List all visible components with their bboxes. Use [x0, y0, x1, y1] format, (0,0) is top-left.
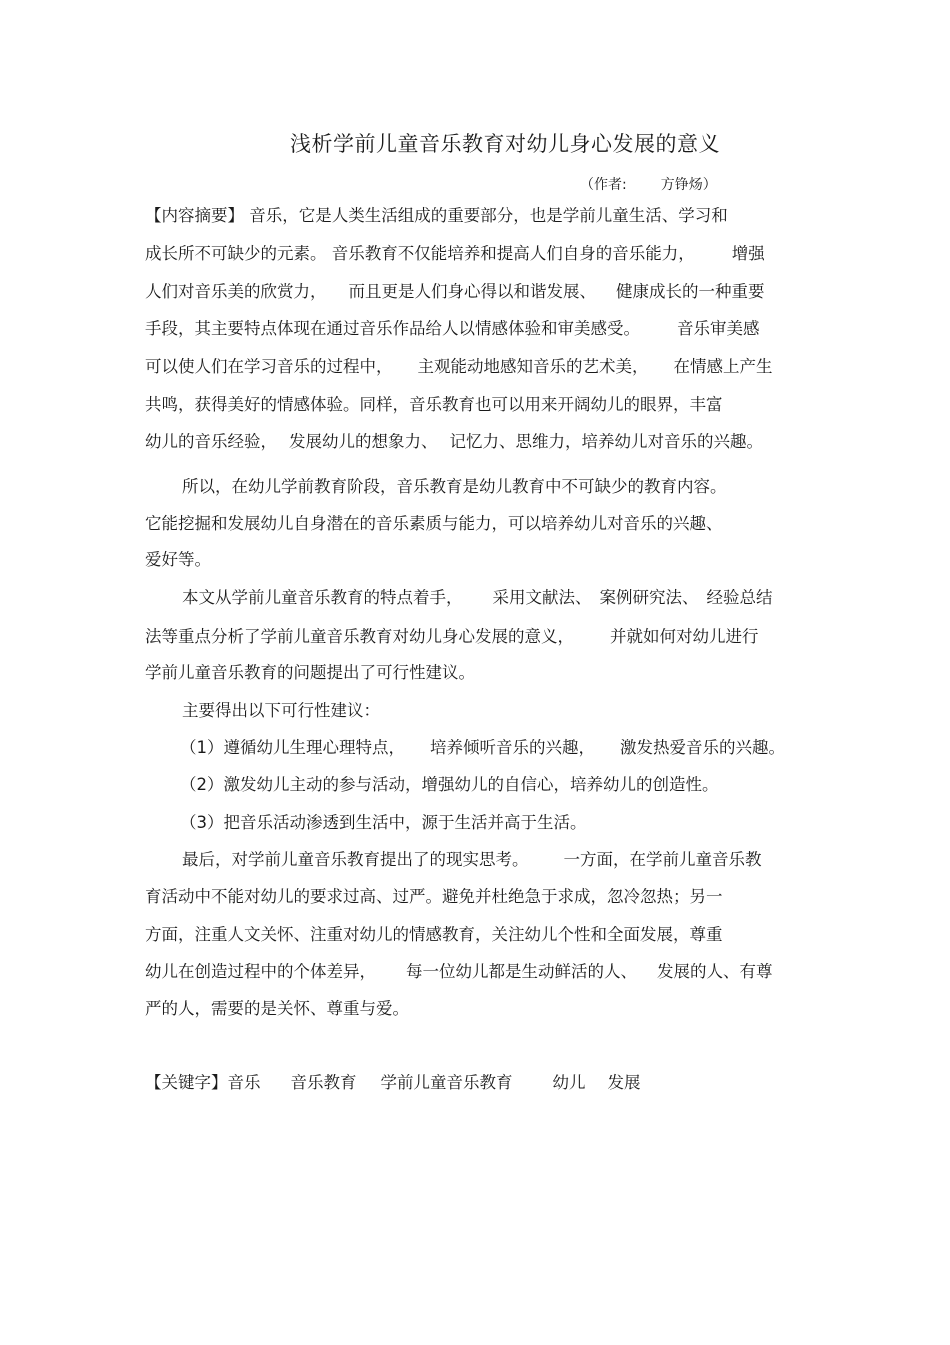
- abstract-line: 可以使人们在学习音乐的过程中， 主观能动地感知音乐的艺术美， 在情感上产生: [145, 357, 773, 376]
- document-title: 浅析学前儿童音乐教育对幼儿身心发展的意义: [290, 132, 720, 156]
- paragraph-line: 最后，对学前儿童音乐教育提出了的现实思考。 一方面，在学前儿童音乐教: [182, 850, 762, 869]
- keyword: 幼儿: [552, 1073, 586, 1092]
- paragraph-line: 法等重点分析了学前儿童音乐教育对幼儿身心发展的意义， 并就如何对幼儿进行: [145, 627, 759, 646]
- paragraph-line: 它能挖掘和发展幼儿自身潜在的音乐素质与能力，可以培养幼儿对音乐的兴趣、: [145, 514, 723, 533]
- suggestion-item: （2）激发幼儿主动的参与活动，增强幼儿的自信心，培养幼儿的创造性。: [180, 775, 719, 794]
- keywords-label: 【关键字】音乐: [145, 1073, 261, 1092]
- keyword: 音乐教育: [290, 1073, 357, 1092]
- suggestion-item: （1）遵循幼儿生理心理特点， 培养倾听音乐的兴趣， 激发热爱音乐的兴趣。: [180, 738, 785, 757]
- paragraph-line: 严的人，需要的是关怀、尊重与爱。: [145, 999, 409, 1018]
- keyword: 发展: [607, 1073, 641, 1092]
- author-line: [580, 174, 717, 194]
- author-label: （作者:: [580, 177, 627, 193]
- paragraph-line: 爱好等。: [145, 550, 211, 569]
- keywords-line: [145, 1072, 641, 1094]
- paragraph-line: 主要得出以下可行性建议：: [182, 701, 380, 720]
- abstract-line: 人们对音乐美的欣赏力， 而且更是人们身心得以和谐发展、 健康成长的一种重要: [145, 282, 765, 301]
- paragraph-line: 学前儿童音乐教育的问题提出了可行性建议。: [145, 663, 475, 682]
- abstract-line: 手段，其主要特点体现在通过音乐作品给人以情感体验和审美感受。 音乐审美感: [145, 319, 760, 338]
- abstract-line: 幼儿的音乐经验， 发展幼儿的想象力、 记忆力、思维力，培养幼儿对音乐的兴趣。: [145, 432, 763, 451]
- abstract-line: 共鸣，获得美好的情感体验。同样，音乐教育也可以用来开阔幼儿的眼界，丰富: [145, 395, 723, 414]
- abstract-line: 成长所不可缺少的元素。 音乐教育不仅能培养和提高人们自身的音乐能力， 增强: [145, 244, 765, 263]
- paragraph-line: 幼儿在创造过程中的个体差异， 每一位幼儿都是生动鲜活的人、 发展的人、有尊: [145, 962, 773, 981]
- paragraph-line: 育活动中不能对幼儿的要求过高、过严。避免并杜绝急于求成，忽冷忽热；另一: [145, 887, 723, 906]
- paragraph-line: 方面，注重人文关怀、注重对幼儿的情感教育，关注幼儿个性和全面发展，尊重: [145, 925, 723, 944]
- paragraph-line: 本文从学前儿童音乐教育的特点着手， 采用文献法、 案例研究法、 经验总结: [182, 588, 773, 607]
- suggestion-item: （3）把音乐活动渗透到生活中，源于生活并高于生活。: [180, 813, 587, 832]
- paragraph-line: 所以，在幼儿学前教育阶段，音乐教育是幼儿教育中不可缺少的教育内容。: [182, 477, 727, 496]
- author-name: 方铮炀）: [660, 177, 717, 193]
- keyword: 学前儿童音乐教育: [380, 1073, 513, 1092]
- abstract-line: 【内容摘要】 音乐，它是人类生活组成的重要部分，也是学前儿童生活、学习和: [145, 206, 728, 225]
